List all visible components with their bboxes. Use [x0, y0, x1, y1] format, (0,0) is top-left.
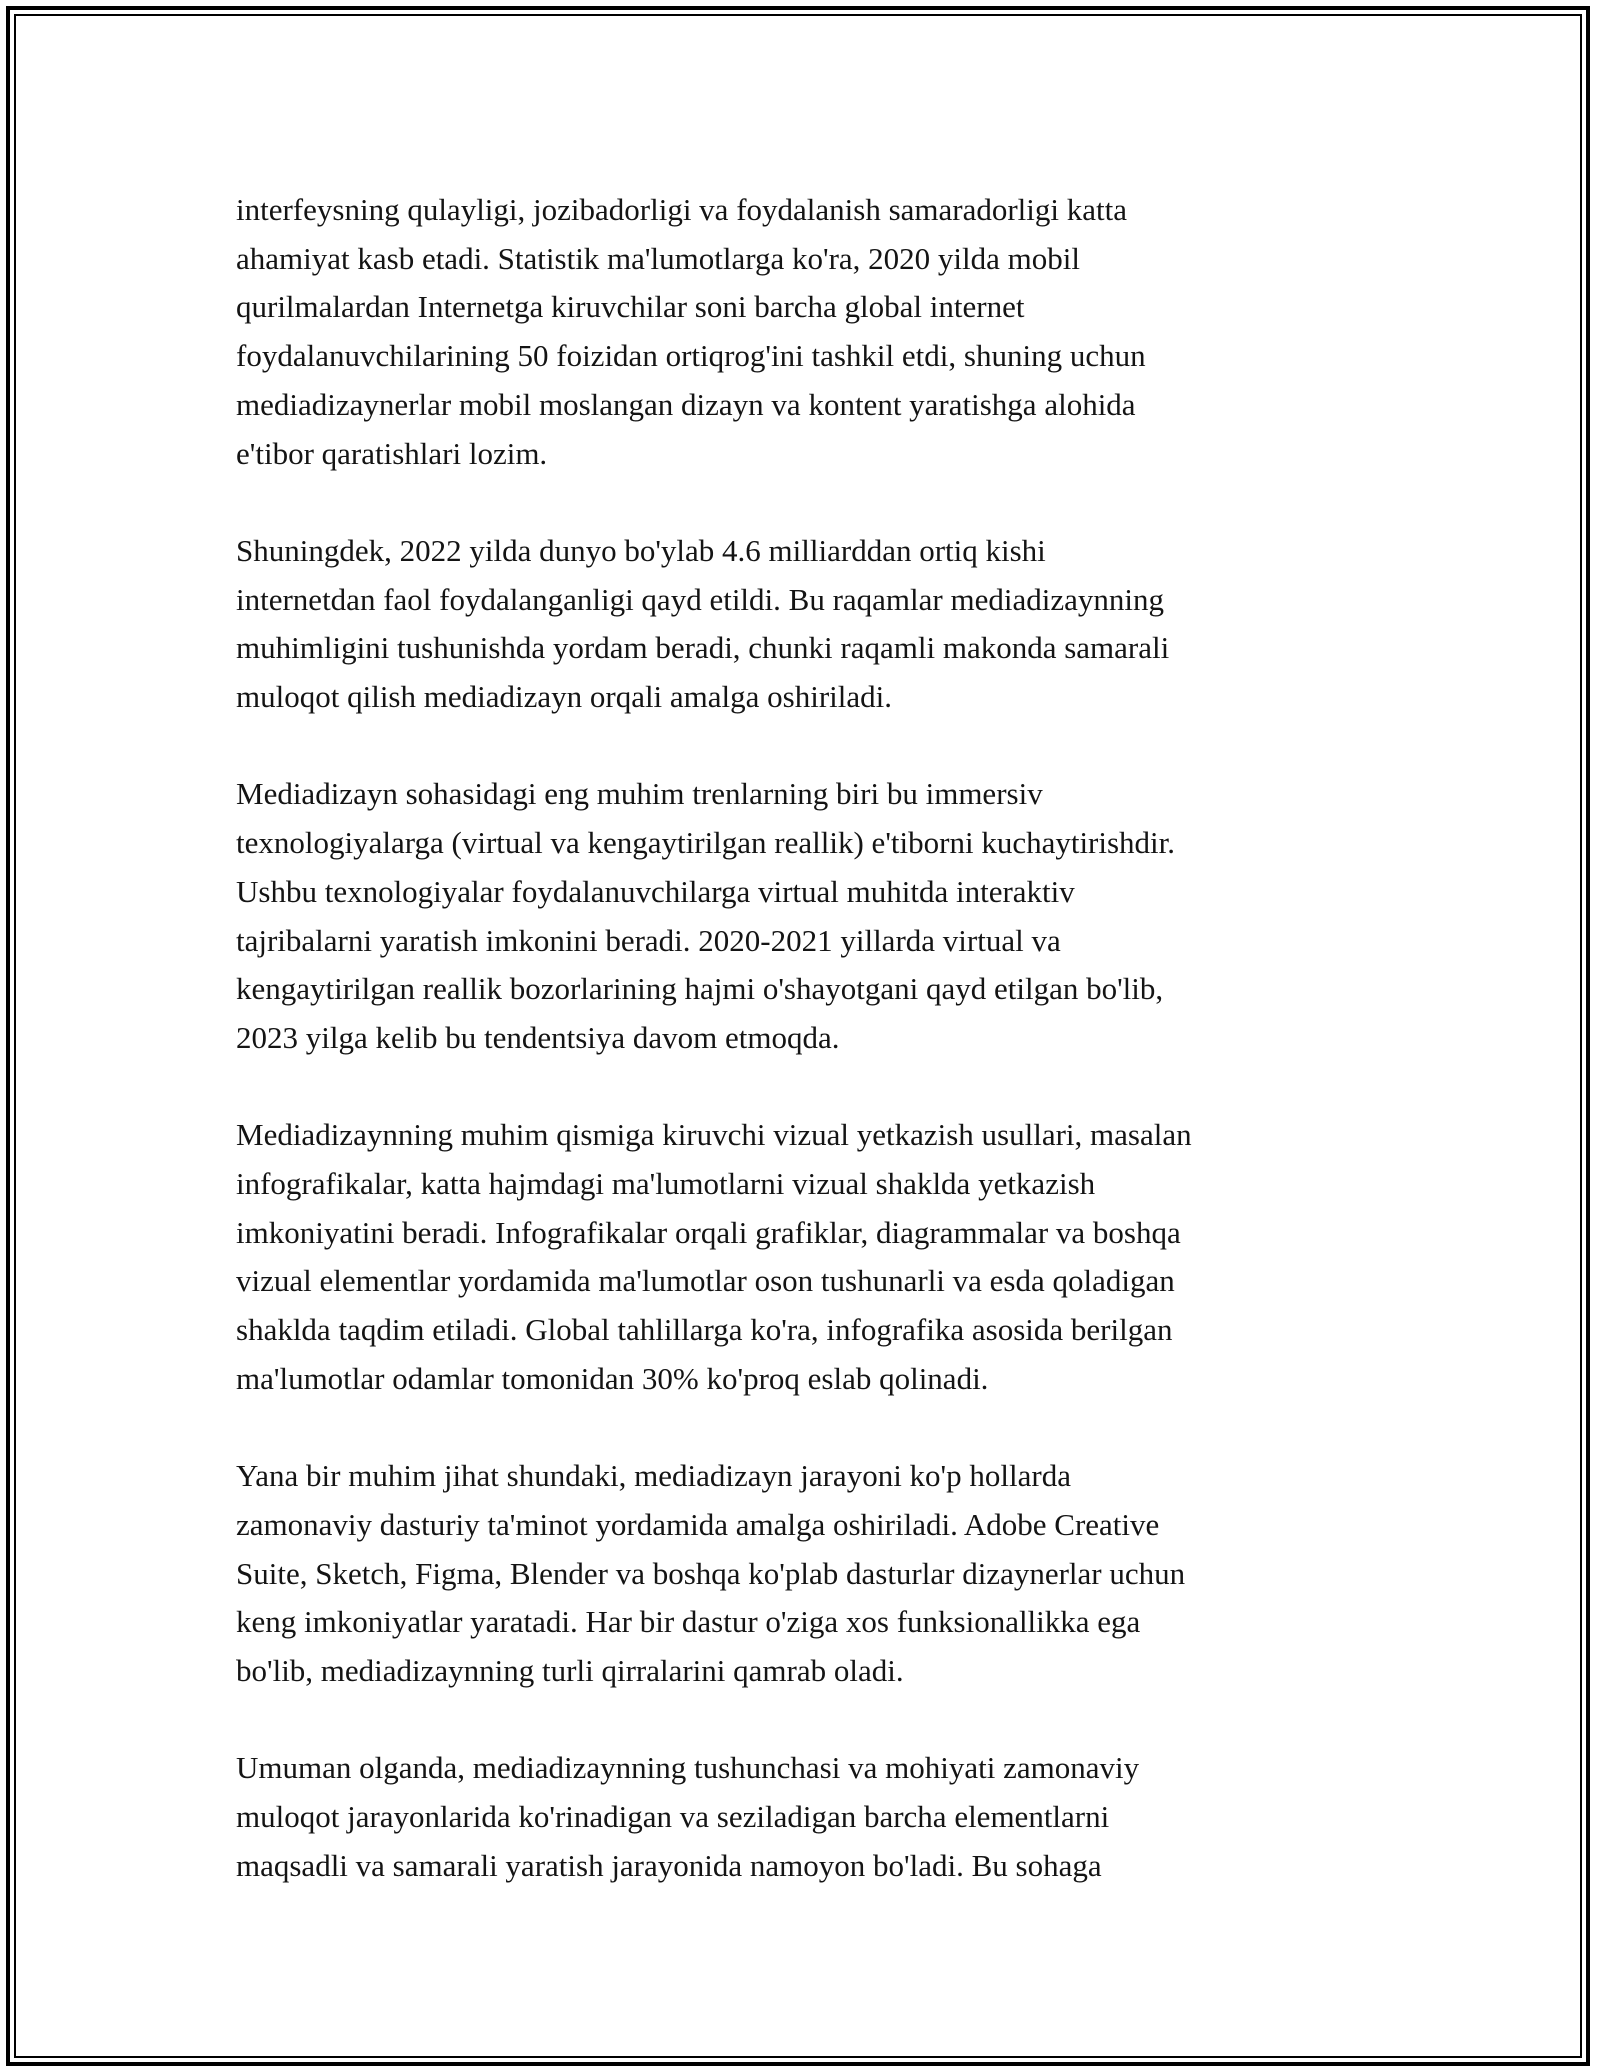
- text-line: Mediadizayn sohasidagi eng muhim trenlarning biri bu immersiv: [236, 776, 1043, 812]
- text-line: tajribalarni yaratish imkonini beradi. 2020-2021 yillarda virtual va: [236, 922, 1061, 958]
- text-line: Yana bir muhim jihat shundaki, mediadizayn jarayoni ko'p hollarda: [236, 1458, 1071, 1494]
- text-line: maqsadli va samarali yaratish jarayonida namoyon bo'ladi. Bu sohaga: [236, 1847, 1102, 1883]
- document-body: [236, 186, 1376, 1939]
- text-line: zamonaviy dasturiy ta'minot yordamida amalga oshiriladi. Adobe Creative: [236, 1506, 1160, 1542]
- paragraph: [236, 527, 1376, 722]
- text-line: mediadizaynerlar mobil moslangan dizayn va kontent yaratishga alohida: [236, 386, 1136, 422]
- text-line: 2023 yilga kelib bu tendentsiya davom etmoqda.: [236, 1019, 840, 1055]
- paragraph: [236, 1452, 1376, 1696]
- paragraph: [236, 1111, 1376, 1403]
- text-line: muhimligini tushunishda yordam beradi, chunki raqamli makonda samarali: [236, 630, 1170, 666]
- text-line: keng imkoniyatlar yaratadi. Har bir dastur o'ziga xos funksionallikka ega: [236, 1604, 1141, 1640]
- paragraph: [236, 1744, 1376, 1890]
- text-line: e'tibor qaratishlari lozim.: [236, 435, 548, 471]
- text-line: Ushbu texnologiyalar foydalanuvchilarga virtual muhitda interaktiv: [236, 873, 1075, 909]
- text-line: Mediadizaynning muhim qismiga kiruvchi vizual yetkazish usullari, masalan: [236, 1117, 1192, 1153]
- text-line: vizual elementlar yordamida ma'lumotlar oson tushunarli va esda qoladigan: [236, 1263, 1175, 1299]
- text-line: kengaytirilgan reallik bozorlarining hajmi o'shayotgani qayd etilgan bo'lib,: [236, 971, 1164, 1007]
- text-line: muloqot jarayonlarida ko'rinadigan va seziladigan barcha elementlarni: [236, 1799, 1110, 1835]
- text-line: bo'lib, mediadizaynning turli qirralarini qamrab oladi.: [236, 1653, 904, 1689]
- text-line: Umuman olganda, mediadizaynning tushunchasi va mohiyati zamonaviy: [236, 1750, 1140, 1786]
- text-line: ahamiyat kasb etadi. Statistik ma'lumotlarga ko'ra, 2020 yilda mobil: [236, 240, 1080, 276]
- text-line: internetdan faol foydalanganligi qayd etildi. Bu raqamlar mediadizaynning: [236, 581, 1164, 617]
- text-line: infografikalar, katta hajmdagi ma'lumotlarni vizual shaklda yetkazish: [236, 1166, 1096, 1202]
- text-line: muloqot qilish mediadizayn orqali amalga oshiriladi.: [236, 679, 893, 715]
- text-line: Shuningdek, 2022 yilda dunyo bo'ylab 4.6 milliarddan ortiq kishi: [236, 532, 1046, 568]
- text-line: shaklda taqdim etiladi. Global tahlillarga ko'ra, infografika asosida berilgan: [236, 1312, 1173, 1348]
- paragraph: [236, 770, 1376, 1062]
- text-line: ma'lumotlar odamlar tomonidan 30% ko'proq eslab qolinadi.: [236, 1360, 989, 1396]
- text-line: qurilmalardan Internetga kiruvchilar soni barcha global internet: [236, 289, 1025, 325]
- text-line: texnologiyalarga (virtual va kengaytirilgan reallik) e'tiborni kuchaytirishdir.: [236, 825, 1176, 861]
- text-line: foydalanuvchilarining 50 foizidan ortiqrog'ini tashkil etdi, shuning uchun: [236, 338, 1146, 374]
- text-line: imkoniyatini beradi. Infografikalar orqali grafiklar, diagrammalar va boshqa: [236, 1214, 1181, 1250]
- paragraph: [236, 186, 1376, 478]
- text-line: interfeysning qulayligi, jozibadorligi va foydalanish samaradorligi katta: [236, 192, 1128, 227]
- text-line: Suite, Sketch, Figma, Blender va boshqa ko'plab dasturlar dizaynerlar uchun: [236, 1555, 1186, 1591]
